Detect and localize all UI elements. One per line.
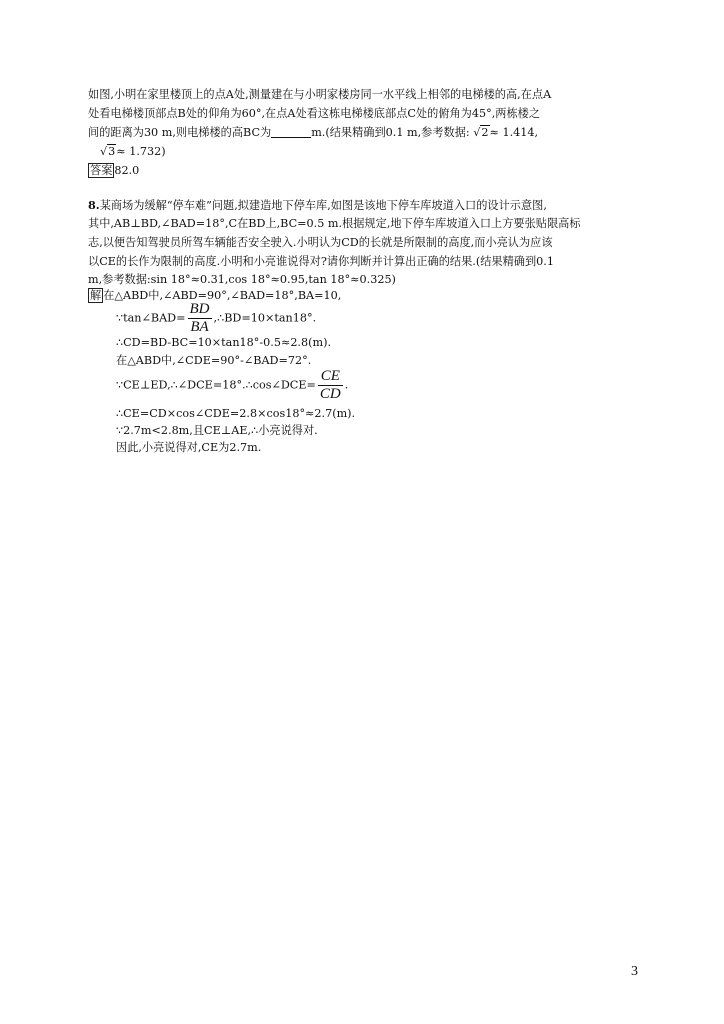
fraction-2-denominator: CD [319,386,341,402]
solution-line-4: 在△ABD中,∠CDE=90°-∠BAD=72°. [116,354,312,367]
answer-value: 82.0 [114,164,140,177]
fraction-ce-over-cd [318,368,343,403]
q7-answer [88,163,139,179]
q8-line-1-text: 某商场为缓解“停车难”问题,拟建造地下停车库,如图是该地下停车库坡道入口的设计示意图, [99,199,547,212]
solution-line-5-b: . [344,378,349,392]
sqrt3-radicand: 3 [108,145,116,158]
answer-label: 答案 [90,164,113,177]
q8-line-3: 志,以便告知驾驶员所驾车辆能否安全驶入.小明认为CD的长就是所限制的高度,而小亮认为应该 [88,236,553,249]
sqrt2-radicand: 2 [481,126,489,139]
q8-line-1 [88,197,547,214]
solution-line-6: ∴CE=CD×cos∠CDE=2.8×cos18°≈2.7(m). [116,407,356,420]
solution-line-2-b: ,∴BD=10×tan18°. [213,311,317,325]
solution-line-2 [116,301,316,336]
q7-line-3 [88,125,538,141]
sqrt2-symbol: √2 [473,126,489,139]
q8-line-2: 其中,AB⊥BD,∠BAD=18°,C在BD上,BC=0.5 m.根据规定,地下停车库坡道入口上方要张贴限高标 [88,217,581,230]
solution-line-2-a: ∵tan∠BAD= [116,311,186,325]
fraction-1-numerator: BD [189,301,210,317]
q8-line-4: 以CE的长作为限制的高度.小明和小亮谁说得对?请你判断并计算出正确的结果.(结果精确到0.1 [88,255,554,268]
fraction-1-denominator: BA [190,319,209,335]
solution-line-3: ∴CD=BD-BC=10×tan18°-0.5≈2.8(m). [116,336,332,349]
q8-line-5: m,参考数据:sin 18°≈0.31,cos 18°≈0.95,tan 18°≈0.325) [88,273,396,286]
page-number: 3 [631,964,638,979]
q7-line-1: 如图,小明在家里楼顶上的点A处,测量建在与小明家楼房同一水平线上相邻的电梯楼的高,在点A [88,88,552,101]
answer-blank [271,126,311,138]
q7-line-3-b: m.(结果精确到0.1 m,参考数据: [311,126,470,139]
solution-line-7: ∵2.7m<2.8m,且CE⊥AE,∴小亮说得对. [116,424,318,437]
fraction-bd-over-ba [188,301,212,336]
q7-line-4 [100,144,166,160]
solution-line-1-text: 在△ABD中,∠ABD=90°,∠BAD=18°,BA=10, [103,289,342,302]
q7-line-3-c: ≈ 1.414, [489,126,539,139]
q7-line-3-a: 间的距离为30 m,则电梯楼的高BC为 [88,126,272,139]
q7-line-2: 处看电梯楼顶部点B处的仰角为60°,在点A处看这栋电梯楼底部点C处的俯角为45°,两栋楼之 [88,107,541,120]
solution-line-5 [116,368,348,403]
q8-number: 8. [88,198,100,212]
sqrt3-symbol: √3 [100,145,116,158]
solution-label: 解 [90,289,102,302]
solution-line-8: 因此,小亮说得对,CE为2.7m. [116,441,262,454]
solution-line-5-a: ∵CE⊥ED,∴∠DCE=18°.∴cos∠DCE= [116,378,316,392]
q7-line-4-text: ≈ 1.732) [116,145,166,158]
fraction-2-numerator: CE [318,368,343,386]
